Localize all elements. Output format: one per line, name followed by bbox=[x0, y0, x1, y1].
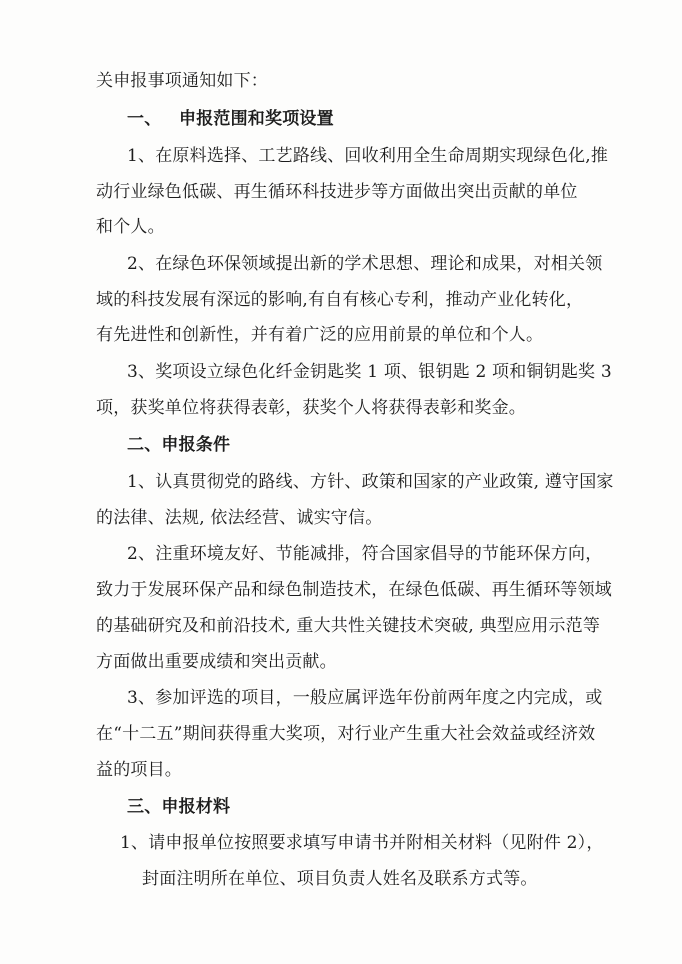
section-number: 二、 bbox=[127, 435, 162, 455]
paragraph-line: 2、注重环境友好、节能减排，符合国家倡导的节能环保方向， bbox=[127, 544, 603, 564]
section-2-heading bbox=[127, 434, 230, 456]
paragraph-line: 有先进性和创新性，并有着广泛的应用前景的单位和个人。 bbox=[96, 325, 544, 345]
section-number: 一、 bbox=[127, 109, 162, 129]
paragraph-line: 在“十二五”期间获得重大奖项，对行业产生重大社会效益或经济效 bbox=[96, 724, 596, 744]
section-1-heading bbox=[127, 108, 334, 130]
paragraph-line: 3、参加评选的项目，一般应属评选年份前两年度之内完成，或 bbox=[127, 688, 603, 708]
paragraph-line: 封面注明所在单位、项目负责人姓名及联系方式等。 bbox=[142, 869, 538, 889]
section-3-heading bbox=[127, 796, 230, 818]
paragraph-line: 2、在绿色环保领域提出新的学术思想、理论和成果，对相关领 bbox=[127, 254, 603, 274]
paragraph-line: 3、奖项设立绿色化纤金钥匙奖 1 项、银钥匙 2 项和铜钥匙奖 3 bbox=[127, 362, 612, 382]
section-title: 申报范围和奖项设置 bbox=[179, 109, 334, 129]
paragraph-line: 的基础研究及和前沿技术, 重大共性关键技术突破, 典型应用示范等 bbox=[96, 616, 601, 636]
intro-text: 关申报事项通知如下： bbox=[96, 71, 268, 91]
paragraph-line: 1、请申报单位按照要求填写申请书并附相关材料（见附件 2）， bbox=[120, 833, 604, 853]
paragraph-line: 项，获奖单位将获得表彰，获奖个人将获得表彰和奖金。 bbox=[96, 398, 526, 418]
paragraph-line: 方面做出重要成绩和突出贡献。 bbox=[96, 652, 337, 672]
section-title: 申报材料 bbox=[161, 797, 231, 817]
paragraph-line: 致力于发展环保产品和绿色制造技术，在绿色低碳、再生循环等领域 bbox=[96, 580, 612, 600]
paragraph-line: 和个人。 bbox=[96, 217, 165, 237]
paragraph-line: 的法律、法规, 依法经营、诚实守信。 bbox=[96, 508, 383, 528]
section-title: 申报条件 bbox=[161, 435, 231, 455]
paragraph-line: 1、认真贯彻党的路线、方针、政策和国家的产业政策, 遵守国家 bbox=[127, 472, 614, 492]
paragraph-line: 1、在原料选择、工艺路线、回收利用全生命周期实现绿色化,推 bbox=[127, 146, 609, 166]
paragraph-line: 益的项目。 bbox=[96, 760, 182, 780]
paragraph-line: 域的科技发展有深远的影响,有自有核心专利，推动产业化转化， bbox=[96, 290, 584, 310]
paragraph-line: 动行业绿色低碳、再生循环科技进步等方面做出突出贡献的单位 bbox=[96, 182, 578, 202]
section-number: 三、 bbox=[127, 797, 162, 817]
